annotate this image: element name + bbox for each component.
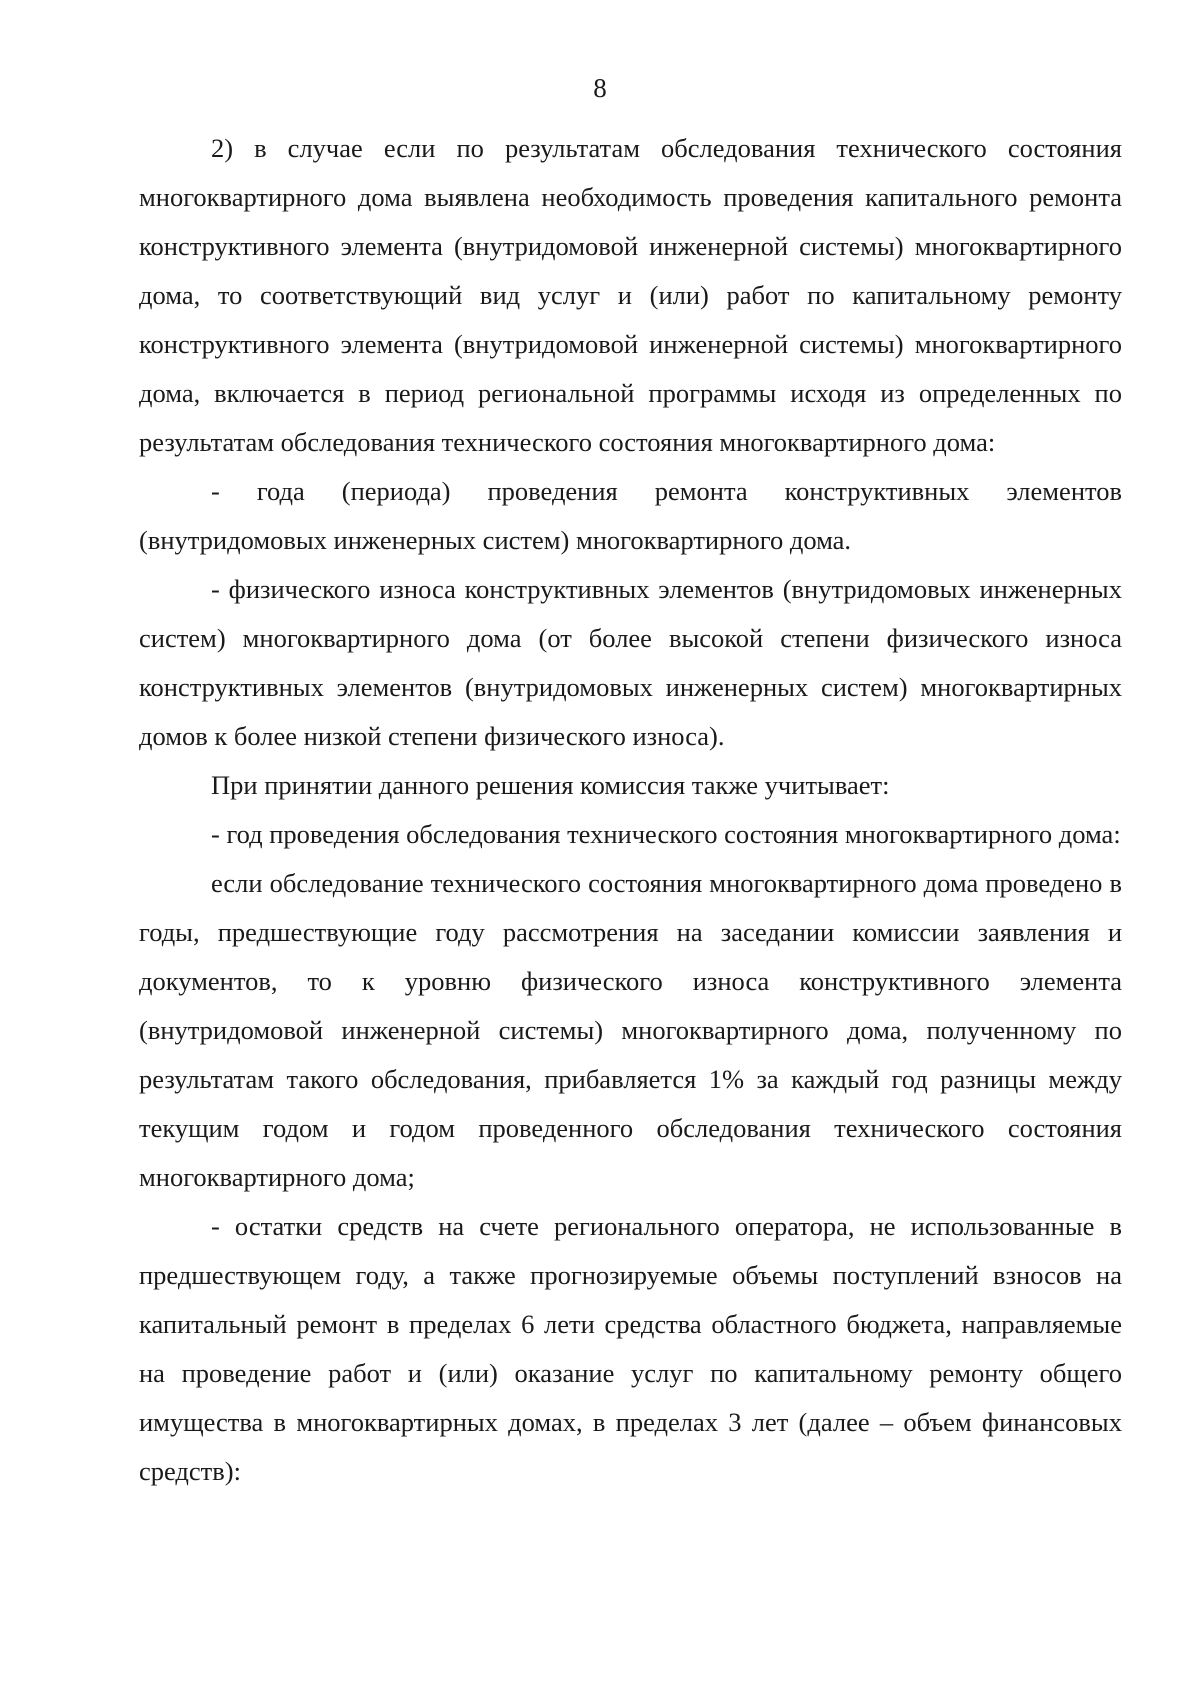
paragraph-survey-result: 2) в случае если по результатам обследования технического состояния многоквартирного дома выявлена необходимость проведения капитального ремонта конструктивного элемента (внутридомовой инженерной системы) многоквартирного дома, то соответствующий вид услуг и (или) работ по капитальному ремонту конструктивного элемента (внутридомовой инженерной системы) многоквартирного дома, включается в период региональной программы исходя из определенных по результатам обследования технического состояния многоквартирного дома:: [139, 133, 1122, 457]
paragraph-commission-considers: При принятии данного решения комиссия также учитывает:: [211, 770, 890, 800]
document-body: [139, 124, 1122, 1496]
page-number: 8: [593, 73, 607, 103]
paragraph-survey-year: - год проведения обследования технического состояния многоквартирного дома:: [211, 819, 1121, 849]
paragraph-wear-adjustment: если обследование технического состояния многоквартирного дома проведено в годы, предшествующие году рассмотрения на заседании комиссии заявления и документов, то к уровню физического износа конструктивного элемента (внутридомовой инженерной системы) многоквартирного дома, полученному по результатам такого обследования, прибавляется 1% за каждый год разницы между текущим годом и годом проведенного обследования технического состояния многоквартирного дома;: [139, 868, 1122, 1192]
paragraph-physical-wear: - физического износа конструктивных элементов (внутридомовых инженерных систем) многоквартирного дома (от более высокой степени физического износа конструктивных элементов (внутридомовых инженерных систем) многоквартирных домов к более низкой степени физического износа).: [139, 574, 1122, 751]
paragraph-repair-year: - года (периода) проведения ремонта конструктивных элементов (внутридомовых инженерных систем) многоквартирного дома.: [139, 476, 1122, 555]
paragraph-funds-balance: - остатки средств на счете регионального оператора, не использованные в предшествующем году, а также прогнозируемые объемы поступлений взносов на капитальный ремонт в пределах 6 лети средства областного бюджета, направляемые на проведение работ и (или) оказание услуг по капитальному ремонту общего имущества в многоквартирных домах, в пределах 3 лет (далее – объем финансовых средств):: [139, 1211, 1122, 1486]
